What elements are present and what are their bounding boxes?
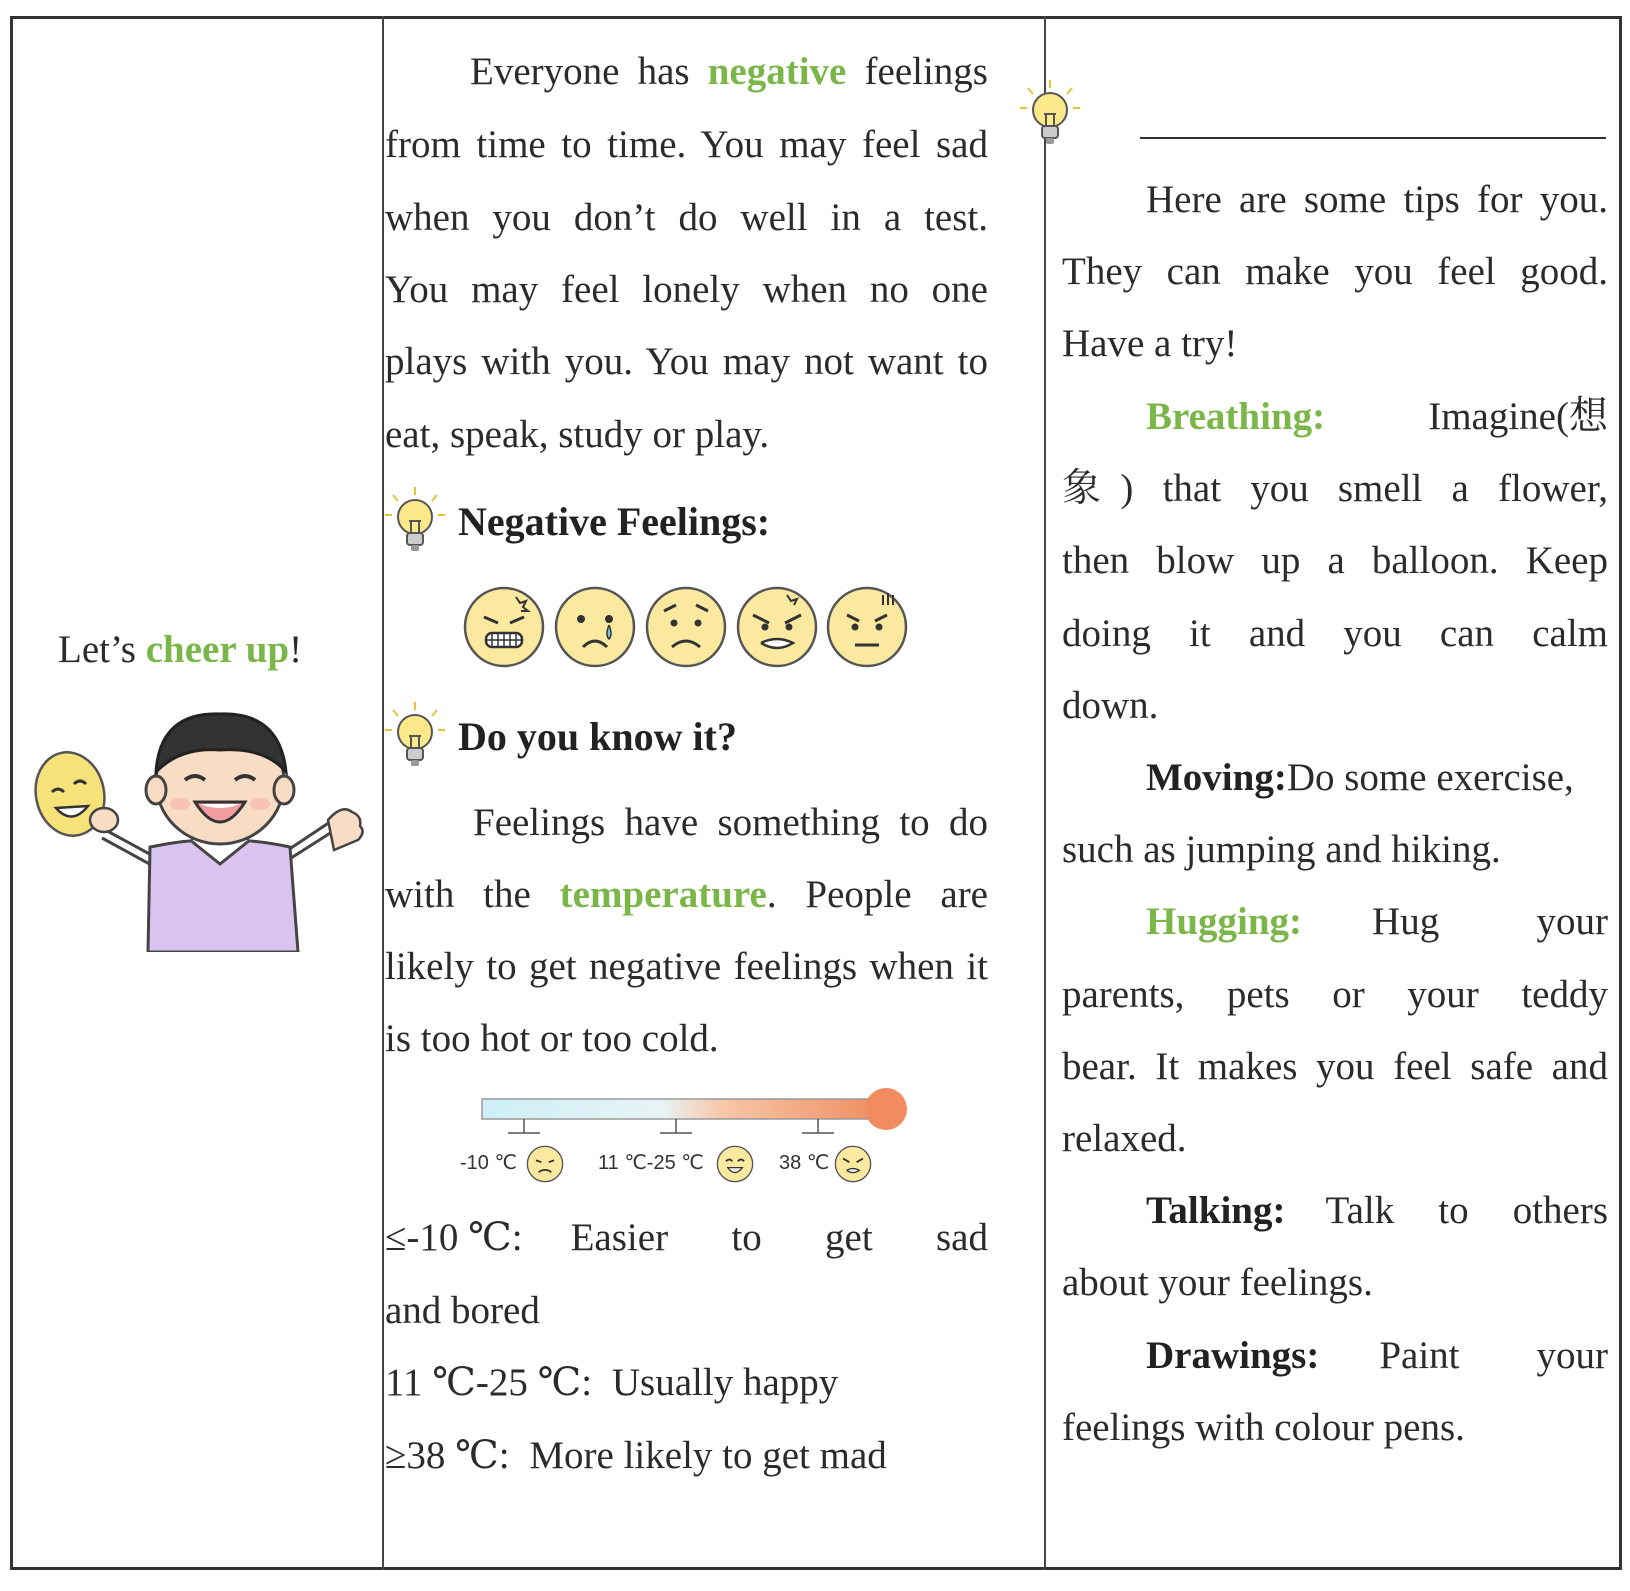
tips-line: Have a try! bbox=[1062, 322, 1238, 365]
know-text-end: . People are bbox=[766, 873, 988, 916]
temp-rule-text: Easier to get sad bbox=[570, 1216, 988, 1259]
tips-line: Here are some tips for you. bbox=[1146, 178, 1608, 221]
tip-line: feelings with colour pens. bbox=[1062, 1406, 1465, 1449]
angry-face-icon bbox=[462, 585, 546, 669]
tip-text: Hug your bbox=[1372, 900, 1608, 943]
answer-blank-line[interactable] bbox=[1140, 137, 1606, 139]
intro-line: eat, speak, study or play. bbox=[385, 413, 770, 456]
know-line-2 bbox=[385, 857, 988, 932]
tip-text: Paint your bbox=[1379, 1334, 1608, 1377]
tip-line: such as jumping and hiking. bbox=[1062, 828, 1501, 871]
tip-line: 象) that you smell a flower, bbox=[1062, 467, 1608, 510]
intro-line: plays with you. You may not want to bbox=[385, 340, 988, 383]
tip-label: Moving: bbox=[1146, 756, 1287, 799]
thermo-label-mild: 11 ℃-25 ℃ bbox=[598, 1152, 704, 1174]
intro-text-end: feelings bbox=[846, 50, 988, 93]
tip-label: Hugging: bbox=[1146, 900, 1303, 943]
lightbulb-icon bbox=[1018, 78, 1082, 156]
greeting-text: Let’s bbox=[58, 628, 146, 671]
know-it-heading: Do you know it? bbox=[458, 714, 737, 759]
tips-line: They can make you feel good. bbox=[1062, 250, 1608, 293]
tip-breathing bbox=[1146, 379, 1608, 454]
worried-face-icon bbox=[644, 585, 728, 669]
mad-face-icon bbox=[834, 1145, 872, 1183]
temp-rule-range: ≤-10 ℃: bbox=[385, 1216, 523, 1259]
know-line-1: Feelings have something to do bbox=[473, 801, 988, 844]
sad-face-icon bbox=[526, 1145, 564, 1183]
tip-line: then blow up a balloon. Keep bbox=[1062, 539, 1608, 582]
intro-line-1 bbox=[385, 34, 988, 109]
tip-line: bear. It makes you feel safe and bbox=[1062, 1045, 1608, 1088]
know-highlight: temperature bbox=[559, 873, 767, 916]
column-divider-2 bbox=[1044, 16, 1046, 1570]
tip-line: down. bbox=[1062, 684, 1159, 727]
temp-rule-range: ≥38 ℃: bbox=[385, 1434, 510, 1477]
intro-line: when you don’t do well in a test. bbox=[385, 196, 988, 239]
temp-rule-cold bbox=[385, 1200, 988, 1275]
tip-line: parents, pets or your teddy bbox=[1062, 973, 1608, 1016]
thermometer-graphic bbox=[480, 1085, 920, 1145]
column-divider-1 bbox=[382, 16, 384, 1570]
boy-illustration bbox=[30, 712, 370, 952]
know-line-4: is too hot or too cold. bbox=[385, 1017, 719, 1060]
tip-text: Talk to others bbox=[1325, 1189, 1608, 1232]
annoyed-face-icon bbox=[825, 585, 909, 669]
tip-label: Drawings: bbox=[1146, 1334, 1320, 1377]
tip-talking bbox=[1146, 1173, 1608, 1248]
happy-face-icon bbox=[716, 1145, 754, 1183]
negative-feelings-heading: Negative Feelings: bbox=[458, 499, 771, 544]
crying-face-icon bbox=[553, 585, 637, 669]
thermo-label-cold: -10 ℃ bbox=[460, 1152, 517, 1174]
tip-line: doing it and you can calm bbox=[1062, 612, 1608, 655]
lightbulb-icon bbox=[383, 700, 447, 778]
greeting-highlight: cheer up bbox=[145, 628, 290, 671]
lightbulb-icon bbox=[383, 485, 447, 563]
tip-text: Imagine(想 bbox=[1428, 395, 1608, 438]
temp-rule-text: Usually happy bbox=[611, 1361, 839, 1404]
tip-label: Talking: bbox=[1146, 1189, 1286, 1232]
temp-rule-mild bbox=[385, 1345, 838, 1420]
intro-text: Everyone has bbox=[470, 50, 708, 93]
greeting-exclaim: ! bbox=[289, 628, 303, 671]
know-text: with the bbox=[385, 873, 560, 916]
temp-rule-cold-cont: and bored bbox=[385, 1289, 540, 1332]
greeting bbox=[58, 625, 302, 675]
tip-hugging bbox=[1146, 884, 1608, 959]
intro-line: You may feel lonely when no one bbox=[385, 268, 988, 311]
temp-rule-range: 11 ℃-25 ℃: bbox=[385, 1361, 593, 1404]
tip-line: relaxed. bbox=[1062, 1117, 1187, 1160]
know-line-3: likely to get negative feelings when it bbox=[385, 945, 988, 988]
tip-drawings bbox=[1146, 1318, 1608, 1393]
temp-rule-text: More likely to get mad bbox=[529, 1434, 887, 1477]
tip-moving bbox=[1146, 740, 1574, 815]
furious-face-icon bbox=[735, 585, 819, 669]
intro-line: from time to time. You may feel sad bbox=[385, 123, 988, 166]
tip-text: Do some exercise, bbox=[1286, 756, 1574, 799]
thermo-label-hot: 38 ℃ bbox=[779, 1152, 830, 1174]
tip-label: Breathing: bbox=[1146, 395, 1326, 438]
intro-highlight: negative bbox=[707, 50, 847, 93]
tip-line: about your feelings. bbox=[1062, 1261, 1373, 1304]
temp-rule-hot bbox=[385, 1418, 887, 1493]
